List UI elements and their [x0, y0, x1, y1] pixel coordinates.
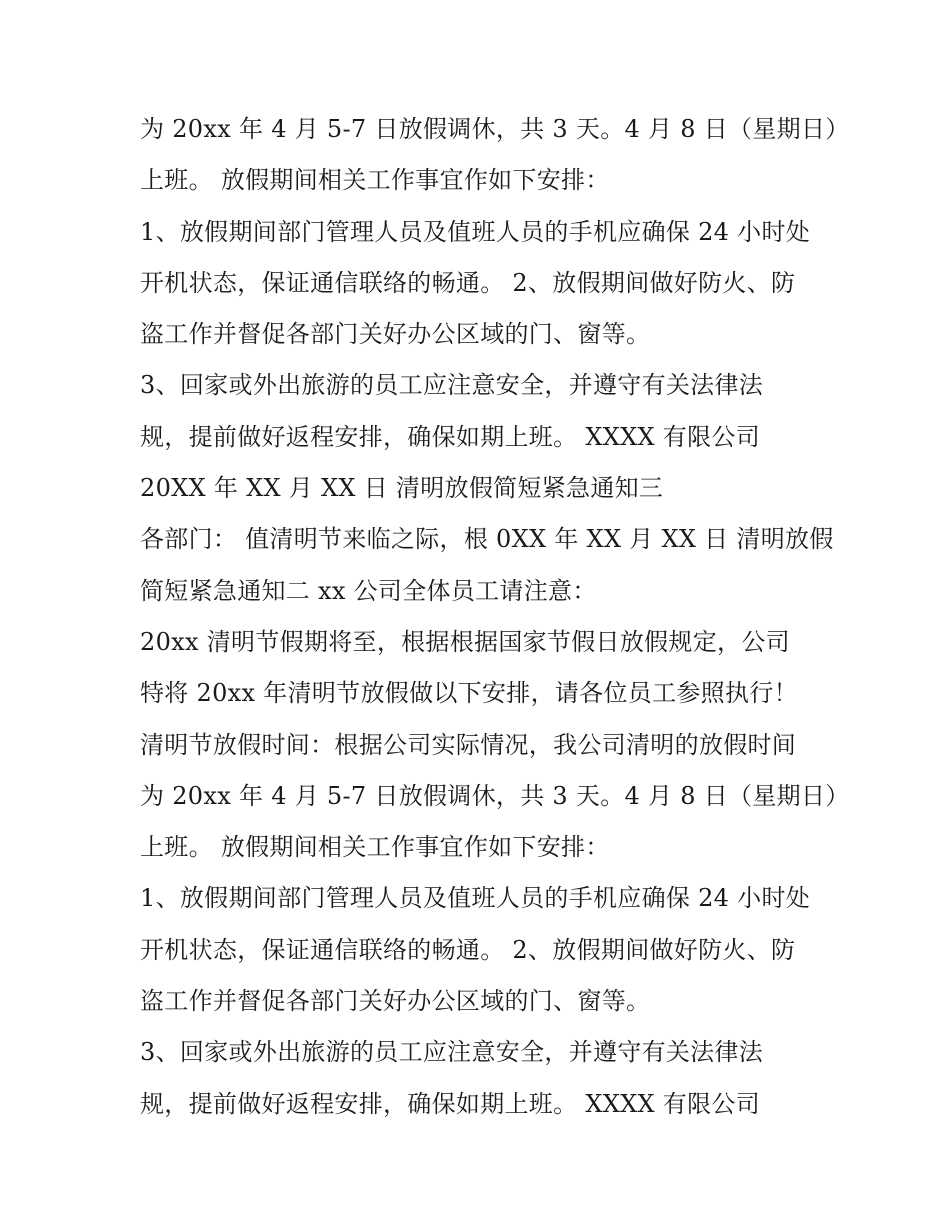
text-line: 规，提前做好返程安排，确保如期上班。 XXXX 有限公司 — [140, 422, 760, 451]
text-line: 盗工作并督促各部门关好办公区域的门、窗等。 — [140, 987, 651, 1016]
document-body — [140, 104, 850, 1130]
text-line: 20XX 年 XX 月 XX 日 清明放假简短紧急通知三 — [140, 474, 664, 503]
text-line: 1、放假期间部门管理人员及值班人员的手机应确保 24 小时处 — [140, 884, 811, 913]
text-line: 各部门： 值清明节来临之际，根 0XX 年 XX 月 XX 日 清明放假 — [140, 525, 834, 554]
text-line: 为 20xx 年 4 月 5-7 日放假调休，共 3 天。4 月 8 日（星期日） — [140, 115, 850, 143]
text-line: 为 20xx 年 4 月 5-7 日放假调休，共 3 天。4 月 8 日（星期日） — [140, 781, 850, 810]
text-line: 特将 20xx 年清明节放假做以下安排，请各位员工参照执行！ — [140, 679, 798, 708]
text-line: 3、回家或外出旅游的员工应注意安全，并遵守有关法律法 — [140, 1038, 764, 1067]
text-line: 盗工作并督促各部门关好办公区域的门、窗等。 — [140, 320, 651, 349]
text-line: 开机状态，保证通信联络的畅通。 2、放假期间做好防火、防 — [140, 268, 796, 297]
text-line: 3、回家或外出旅游的员工应注意安全，并遵守有关法律法 — [140, 371, 764, 400]
text-line: 清明节放假时间：根据公司实际情况，我公司清明的放假时间 — [140, 730, 797, 759]
text-line: 20xx 清明节假期将至，根据根据国家节假日放假规定，公司 — [140, 627, 790, 656]
text-line: 开机状态，保证通信联络的畅通。 2、放假期间做好防火、防 — [140, 935, 796, 964]
text-line: 简短紧急通知二 xx 公司全体员工请注意： — [140, 576, 597, 605]
text-line: 规，提前做好返程安排，确保如期上班。 XXXX 有限公司 — [140, 1089, 760, 1118]
text-line: 上班。 放假期间相关工作事宜作如下安排： — [140, 833, 610, 862]
text-line: 上班。 放假期间相关工作事宜作如下安排： — [140, 166, 610, 195]
text-line: 1、放假期间部门管理人员及值班人员的手机应确保 24 小时处 — [140, 217, 811, 246]
